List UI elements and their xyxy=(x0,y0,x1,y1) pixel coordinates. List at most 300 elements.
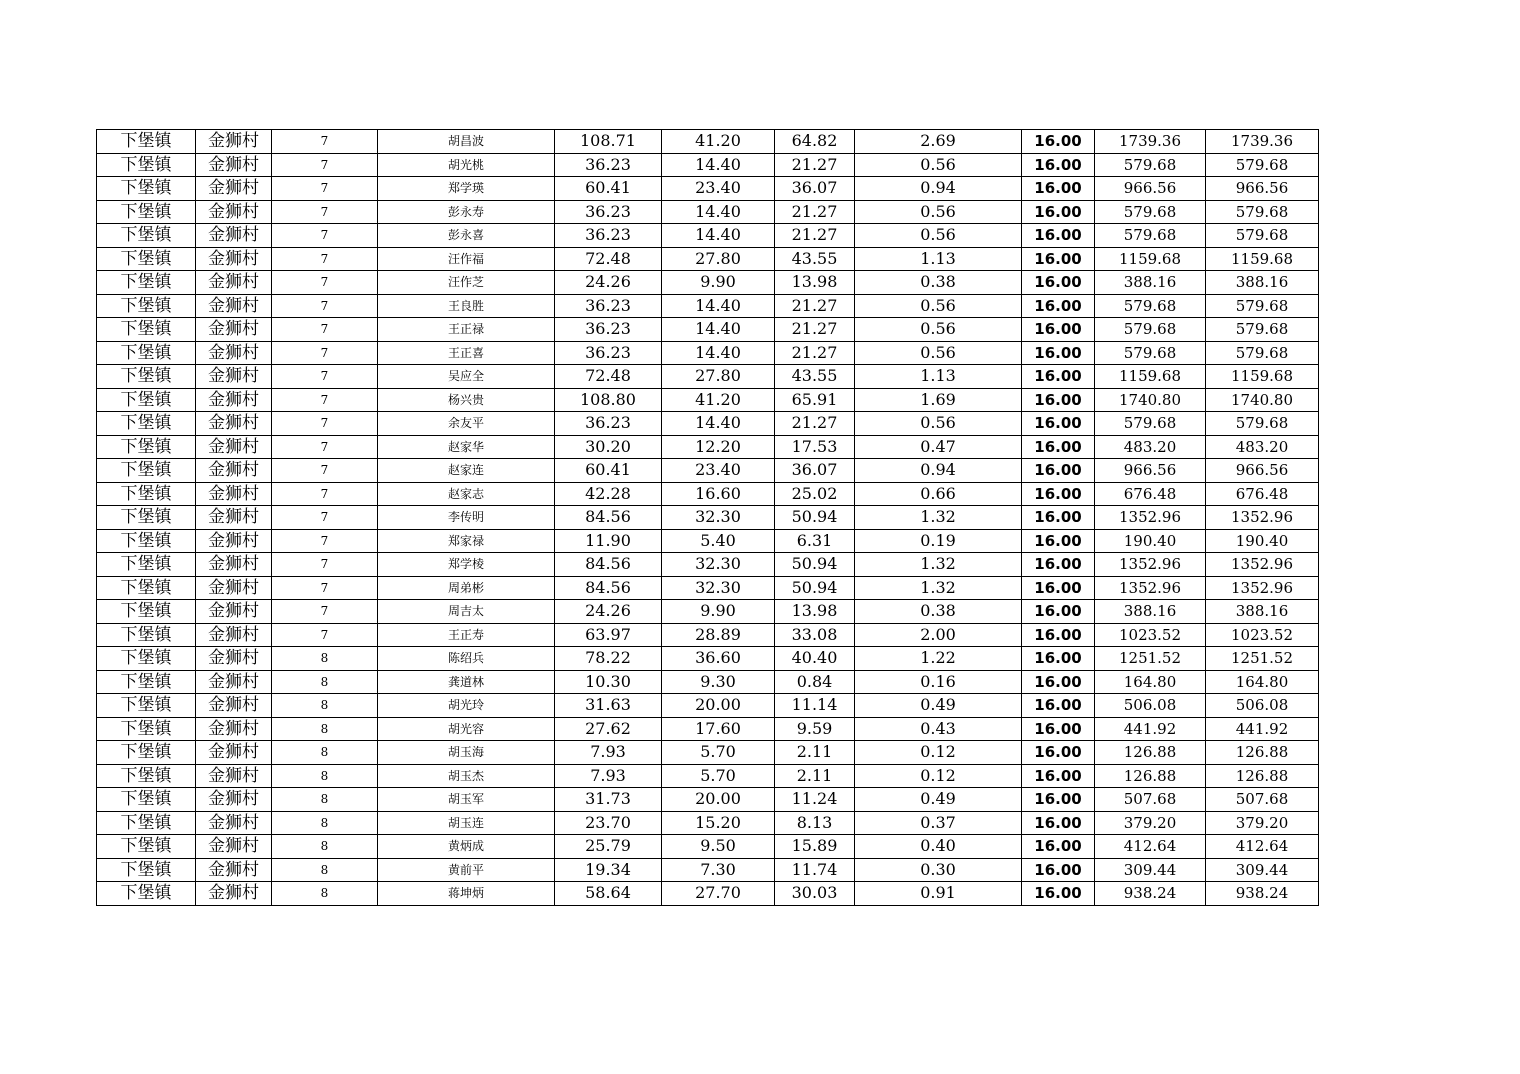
table-row xyxy=(97,200,1319,224)
town-cell: 下堡镇 xyxy=(97,529,196,553)
value-b-cell: 36.07 xyxy=(775,459,855,483)
value-b-cell: 40.40 xyxy=(775,647,855,671)
table-row xyxy=(97,506,1319,530)
value-a-cell: 9.90 xyxy=(662,600,775,624)
value-c-cell: 0.43 xyxy=(855,717,1022,741)
amount-cell: 379.20 xyxy=(1095,811,1206,835)
value-c-cell: 1.22 xyxy=(855,647,1022,671)
value-b-cell: 0.84 xyxy=(775,670,855,694)
area-cell: 84.56 xyxy=(555,506,662,530)
value-b-cell: 21.27 xyxy=(775,318,855,342)
value-a-cell: 20.00 xyxy=(662,788,775,812)
town-cell: 下堡镇 xyxy=(97,318,196,342)
amount-cell: 164.80 xyxy=(1095,670,1206,694)
village-cell: 金狮村 xyxy=(196,435,272,459)
area-cell: 72.48 xyxy=(555,365,662,389)
value-a-cell: 14.40 xyxy=(662,153,775,177)
rate-cell: 16.00 xyxy=(1022,294,1095,318)
table-row xyxy=(97,412,1319,436)
value-a-cell: 7.30 xyxy=(662,858,775,882)
rate-cell: 16.00 xyxy=(1022,576,1095,600)
amount-cell: 1251.52 xyxy=(1095,647,1206,671)
name-cell: 胡光玲 xyxy=(378,694,555,718)
value-a-cell: 14.40 xyxy=(662,224,775,248)
value-a-cell: 17.60 xyxy=(662,717,775,741)
amount-cell: 388.16 xyxy=(1095,271,1206,295)
value-c-cell: 0.56 xyxy=(855,294,1022,318)
village-cell: 金狮村 xyxy=(196,764,272,788)
town-cell: 下堡镇 xyxy=(97,247,196,271)
village-cell: 金狮村 xyxy=(196,365,272,389)
town-cell: 下堡镇 xyxy=(97,882,196,906)
name-cell: 郑学瑛 xyxy=(378,177,555,201)
name-cell: 赵家华 xyxy=(378,435,555,459)
table-row xyxy=(97,247,1319,271)
town-cell: 下堡镇 xyxy=(97,224,196,248)
area-cell: 60.41 xyxy=(555,459,662,483)
value-c-cell: 0.40 xyxy=(855,835,1022,859)
village-cell: 金狮村 xyxy=(196,459,272,483)
amount-cell: 126.88 xyxy=(1095,764,1206,788)
value-b-cell: 21.27 xyxy=(775,412,855,436)
value-a-cell: 5.70 xyxy=(662,741,775,765)
area-cell: 58.64 xyxy=(555,882,662,906)
value-c-cell: 0.12 xyxy=(855,764,1022,788)
value-b-cell: 11.14 xyxy=(775,694,855,718)
value-c-cell: 0.66 xyxy=(855,482,1022,506)
value-a-cell: 16.60 xyxy=(662,482,775,506)
value-c-cell: 0.38 xyxy=(855,600,1022,624)
value-c-cell: 0.38 xyxy=(855,271,1022,295)
value-a-cell: 9.30 xyxy=(662,670,775,694)
area-cell: 60.41 xyxy=(555,177,662,201)
group-cell: 8 xyxy=(272,764,378,788)
value-c-cell: 0.49 xyxy=(855,788,1022,812)
town-cell: 下堡镇 xyxy=(97,153,196,177)
table-row xyxy=(97,788,1319,812)
group-cell: 7 xyxy=(272,506,378,530)
value-a-cell: 9.50 xyxy=(662,835,775,859)
value-c-cell: 0.56 xyxy=(855,318,1022,342)
amount-cell: 126.88 xyxy=(1095,741,1206,765)
group-cell: 7 xyxy=(272,623,378,647)
name-cell: 彭永喜 xyxy=(378,224,555,248)
area-cell: 25.79 xyxy=(555,835,662,859)
value-a-cell: 36.60 xyxy=(662,647,775,671)
value-a-cell: 23.40 xyxy=(662,177,775,201)
total-cell: 190.40 xyxy=(1206,529,1319,553)
town-cell: 下堡镇 xyxy=(97,788,196,812)
total-cell: 579.68 xyxy=(1206,412,1319,436)
village-cell: 金狮村 xyxy=(196,717,272,741)
town-cell: 下堡镇 xyxy=(97,600,196,624)
value-b-cell: 21.27 xyxy=(775,341,855,365)
amount-cell: 966.56 xyxy=(1095,177,1206,201)
village-cell: 金狮村 xyxy=(196,294,272,318)
area-cell: 24.26 xyxy=(555,271,662,295)
village-cell: 金狮村 xyxy=(196,576,272,600)
amount-cell: 1740.80 xyxy=(1095,388,1206,412)
group-cell: 7 xyxy=(272,412,378,436)
town-cell: 下堡镇 xyxy=(97,435,196,459)
town-cell: 下堡镇 xyxy=(97,388,196,412)
name-cell: 汪作福 xyxy=(378,247,555,271)
table-row xyxy=(97,459,1319,483)
total-cell: 388.16 xyxy=(1206,271,1319,295)
village-cell: 金狮村 xyxy=(196,623,272,647)
rate-cell: 16.00 xyxy=(1022,835,1095,859)
amount-cell: 1159.68 xyxy=(1095,247,1206,271)
area-cell: 27.62 xyxy=(555,717,662,741)
value-a-cell: 20.00 xyxy=(662,694,775,718)
village-cell: 金狮村 xyxy=(196,811,272,835)
value-a-cell: 27.80 xyxy=(662,247,775,271)
group-cell: 7 xyxy=(272,388,378,412)
amount-cell: 1023.52 xyxy=(1095,623,1206,647)
name-cell: 赵家志 xyxy=(378,482,555,506)
amount-cell: 388.16 xyxy=(1095,600,1206,624)
amount-cell: 1352.96 xyxy=(1095,506,1206,530)
value-c-cell: 0.94 xyxy=(855,459,1022,483)
table-row xyxy=(97,482,1319,506)
value-c-cell: 1.69 xyxy=(855,388,1022,412)
value-b-cell: 11.24 xyxy=(775,788,855,812)
village-cell: 金狮村 xyxy=(196,600,272,624)
name-cell: 胡昌波 xyxy=(378,130,555,154)
amount-cell: 676.48 xyxy=(1095,482,1206,506)
value-b-cell: 43.55 xyxy=(775,247,855,271)
town-cell: 下堡镇 xyxy=(97,365,196,389)
town-cell: 下堡镇 xyxy=(97,741,196,765)
total-cell: 1159.68 xyxy=(1206,247,1319,271)
amount-cell: 1352.96 xyxy=(1095,576,1206,600)
village-cell: 金狮村 xyxy=(196,788,272,812)
value-c-cell: 0.56 xyxy=(855,412,1022,436)
group-cell: 7 xyxy=(272,553,378,577)
total-cell: 507.68 xyxy=(1206,788,1319,812)
group-cell: 7 xyxy=(272,294,378,318)
amount-cell: 579.68 xyxy=(1095,412,1206,436)
town-cell: 下堡镇 xyxy=(97,482,196,506)
value-a-cell: 9.90 xyxy=(662,271,775,295)
rate-cell: 16.00 xyxy=(1022,435,1095,459)
village-cell: 金狮村 xyxy=(196,670,272,694)
town-cell: 下堡镇 xyxy=(97,506,196,530)
amount-cell: 483.20 xyxy=(1095,435,1206,459)
area-cell: 24.26 xyxy=(555,600,662,624)
village-cell: 金狮村 xyxy=(196,529,272,553)
value-b-cell: 50.94 xyxy=(775,576,855,600)
table-row xyxy=(97,435,1319,459)
rate-cell: 16.00 xyxy=(1022,670,1095,694)
name-cell: 龚道林 xyxy=(378,670,555,694)
table-row xyxy=(97,670,1319,694)
area-cell: 30.20 xyxy=(555,435,662,459)
rate-cell: 16.00 xyxy=(1022,365,1095,389)
name-cell: 蒋坤炳 xyxy=(378,882,555,906)
value-b-cell: 50.94 xyxy=(775,553,855,577)
town-cell: 下堡镇 xyxy=(97,717,196,741)
total-cell: 579.68 xyxy=(1206,341,1319,365)
value-c-cell: 1.13 xyxy=(855,247,1022,271)
town-cell: 下堡镇 xyxy=(97,623,196,647)
area-cell: 36.23 xyxy=(555,224,662,248)
table-row xyxy=(97,388,1319,412)
group-cell: 8 xyxy=(272,811,378,835)
name-cell: 郑学棱 xyxy=(378,553,555,577)
area-cell: 31.73 xyxy=(555,788,662,812)
name-cell: 胡光容 xyxy=(378,717,555,741)
town-cell: 下堡镇 xyxy=(97,647,196,671)
value-a-cell: 15.20 xyxy=(662,811,775,835)
area-cell: 108.80 xyxy=(555,388,662,412)
value-b-cell: 36.07 xyxy=(775,177,855,201)
value-c-cell: 0.56 xyxy=(855,341,1022,365)
village-cell: 金狮村 xyxy=(196,553,272,577)
rate-cell: 16.00 xyxy=(1022,412,1095,436)
value-c-cell: 0.94 xyxy=(855,177,1022,201)
total-cell: 412.64 xyxy=(1206,835,1319,859)
area-cell: 84.56 xyxy=(555,553,662,577)
table-row xyxy=(97,717,1319,741)
table-row xyxy=(97,882,1319,906)
value-a-cell: 14.40 xyxy=(662,318,775,342)
town-cell: 下堡镇 xyxy=(97,811,196,835)
name-cell: 胡光桃 xyxy=(378,153,555,177)
area-cell: 7.93 xyxy=(555,741,662,765)
table-row xyxy=(97,741,1319,765)
amount-cell: 579.68 xyxy=(1095,153,1206,177)
rate-cell: 16.00 xyxy=(1022,200,1095,224)
group-cell: 7 xyxy=(272,529,378,553)
rate-cell: 16.00 xyxy=(1022,130,1095,154)
value-a-cell: 14.40 xyxy=(662,412,775,436)
town-cell: 下堡镇 xyxy=(97,177,196,201)
total-cell: 1352.96 xyxy=(1206,576,1319,600)
value-b-cell: 30.03 xyxy=(775,882,855,906)
table-row xyxy=(97,764,1319,788)
table-row xyxy=(97,153,1319,177)
village-cell: 金狮村 xyxy=(196,412,272,436)
group-cell: 7 xyxy=(272,600,378,624)
data-table xyxy=(96,129,1319,906)
amount-cell: 309.44 xyxy=(1095,858,1206,882)
table-row xyxy=(97,553,1319,577)
area-cell: 36.23 xyxy=(555,341,662,365)
value-b-cell: 13.98 xyxy=(775,600,855,624)
value-a-cell: 14.40 xyxy=(662,200,775,224)
amount-cell: 1739.36 xyxy=(1095,130,1206,154)
name-cell: 赵家连 xyxy=(378,459,555,483)
village-cell: 金狮村 xyxy=(196,882,272,906)
value-a-cell: 14.40 xyxy=(662,294,775,318)
total-cell: 579.68 xyxy=(1206,224,1319,248)
group-cell: 7 xyxy=(272,200,378,224)
town-cell: 下堡镇 xyxy=(97,764,196,788)
total-cell: 579.68 xyxy=(1206,200,1319,224)
amount-cell: 506.08 xyxy=(1095,694,1206,718)
amount-cell: 507.68 xyxy=(1095,788,1206,812)
village-cell: 金狮村 xyxy=(196,647,272,671)
total-cell: 441.92 xyxy=(1206,717,1319,741)
rate-cell: 16.00 xyxy=(1022,788,1095,812)
value-b-cell: 2.11 xyxy=(775,764,855,788)
area-cell: 42.28 xyxy=(555,482,662,506)
group-cell: 8 xyxy=(272,788,378,812)
value-c-cell: 0.91 xyxy=(855,882,1022,906)
village-cell: 金狮村 xyxy=(196,177,272,201)
total-cell: 506.08 xyxy=(1206,694,1319,718)
area-cell: 36.23 xyxy=(555,153,662,177)
name-cell: 余友平 xyxy=(378,412,555,436)
group-cell: 7 xyxy=(272,271,378,295)
village-cell: 金狮村 xyxy=(196,271,272,295)
table-row xyxy=(97,835,1319,859)
table-row xyxy=(97,858,1319,882)
group-cell: 7 xyxy=(272,177,378,201)
value-a-cell: 28.89 xyxy=(662,623,775,647)
town-cell: 下堡镇 xyxy=(97,271,196,295)
area-cell: 36.23 xyxy=(555,318,662,342)
table-row xyxy=(97,318,1319,342)
amount-cell: 412.64 xyxy=(1095,835,1206,859)
value-b-cell: 17.53 xyxy=(775,435,855,459)
town-cell: 下堡镇 xyxy=(97,341,196,365)
town-cell: 下堡镇 xyxy=(97,459,196,483)
rate-cell: 16.00 xyxy=(1022,341,1095,365)
total-cell: 1739.36 xyxy=(1206,130,1319,154)
value-a-cell: 32.30 xyxy=(662,553,775,577)
value-b-cell: 6.31 xyxy=(775,529,855,553)
total-cell: 379.20 xyxy=(1206,811,1319,835)
name-cell: 王正寿 xyxy=(378,623,555,647)
area-cell: 7.93 xyxy=(555,764,662,788)
village-cell: 金狮村 xyxy=(196,858,272,882)
group-cell: 7 xyxy=(272,576,378,600)
village-cell: 金狮村 xyxy=(196,247,272,271)
group-cell: 8 xyxy=(272,858,378,882)
group-cell: 7 xyxy=(272,318,378,342)
name-cell: 胡玉连 xyxy=(378,811,555,835)
amount-cell: 579.68 xyxy=(1095,200,1206,224)
value-b-cell: 21.27 xyxy=(775,294,855,318)
value-b-cell: 13.98 xyxy=(775,271,855,295)
town-cell: 下堡镇 xyxy=(97,412,196,436)
total-cell: 579.68 xyxy=(1206,294,1319,318)
value-b-cell: 2.11 xyxy=(775,741,855,765)
table-row xyxy=(97,177,1319,201)
amount-cell: 1159.68 xyxy=(1095,365,1206,389)
rate-cell: 16.00 xyxy=(1022,459,1095,483)
value-b-cell: 65.91 xyxy=(775,388,855,412)
name-cell: 黄炳成 xyxy=(378,835,555,859)
table-row xyxy=(97,130,1319,154)
value-c-cell: 2.00 xyxy=(855,623,1022,647)
table-body xyxy=(97,130,1319,906)
name-cell: 黄前平 xyxy=(378,858,555,882)
area-cell: 36.23 xyxy=(555,412,662,436)
total-cell: 388.16 xyxy=(1206,600,1319,624)
rate-cell: 16.00 xyxy=(1022,717,1095,741)
amount-cell: 579.68 xyxy=(1095,224,1206,248)
value-a-cell: 41.20 xyxy=(662,130,775,154)
value-b-cell: 8.13 xyxy=(775,811,855,835)
value-a-cell: 27.80 xyxy=(662,365,775,389)
table-row xyxy=(97,600,1319,624)
total-cell: 1159.68 xyxy=(1206,365,1319,389)
area-cell: 78.22 xyxy=(555,647,662,671)
value-a-cell: 12.20 xyxy=(662,435,775,459)
value-c-cell: 0.12 xyxy=(855,741,1022,765)
group-cell: 7 xyxy=(272,224,378,248)
area-cell: 63.97 xyxy=(555,623,662,647)
group-cell: 8 xyxy=(272,647,378,671)
value-c-cell: 0.19 xyxy=(855,529,1022,553)
name-cell: 郑家禄 xyxy=(378,529,555,553)
group-cell: 7 xyxy=(272,341,378,365)
name-cell: 王良胜 xyxy=(378,294,555,318)
table-row xyxy=(97,623,1319,647)
value-a-cell: 23.40 xyxy=(662,459,775,483)
amount-cell: 966.56 xyxy=(1095,459,1206,483)
value-b-cell: 64.82 xyxy=(775,130,855,154)
value-b-cell: 15.89 xyxy=(775,835,855,859)
name-cell: 李传明 xyxy=(378,506,555,530)
amount-cell: 190.40 xyxy=(1095,529,1206,553)
total-cell: 126.88 xyxy=(1206,764,1319,788)
rate-cell: 16.00 xyxy=(1022,623,1095,647)
group-cell: 8 xyxy=(272,717,378,741)
amount-cell: 579.68 xyxy=(1095,294,1206,318)
area-cell: 84.56 xyxy=(555,576,662,600)
value-b-cell: 21.27 xyxy=(775,224,855,248)
table-row xyxy=(97,341,1319,365)
rate-cell: 16.00 xyxy=(1022,482,1095,506)
value-c-cell: 0.56 xyxy=(855,224,1022,248)
name-cell: 周吉太 xyxy=(378,600,555,624)
rate-cell: 16.00 xyxy=(1022,694,1095,718)
group-cell: 7 xyxy=(272,247,378,271)
rate-cell: 16.00 xyxy=(1022,858,1095,882)
town-cell: 下堡镇 xyxy=(97,553,196,577)
amount-cell: 579.68 xyxy=(1095,318,1206,342)
total-cell: 966.56 xyxy=(1206,459,1319,483)
total-cell: 1352.96 xyxy=(1206,506,1319,530)
table-row xyxy=(97,529,1319,553)
name-cell: 王正喜 xyxy=(378,341,555,365)
rate-cell: 16.00 xyxy=(1022,600,1095,624)
total-cell: 309.44 xyxy=(1206,858,1319,882)
total-cell: 164.80 xyxy=(1206,670,1319,694)
value-c-cell: 1.13 xyxy=(855,365,1022,389)
rate-cell: 16.00 xyxy=(1022,811,1095,835)
rate-cell: 16.00 xyxy=(1022,741,1095,765)
table-row xyxy=(97,576,1319,600)
rate-cell: 16.00 xyxy=(1022,529,1095,553)
value-c-cell: 2.69 xyxy=(855,130,1022,154)
total-cell: 579.68 xyxy=(1206,318,1319,342)
village-cell: 金狮村 xyxy=(196,224,272,248)
group-cell: 7 xyxy=(272,459,378,483)
group-cell: 8 xyxy=(272,882,378,906)
value-a-cell: 32.30 xyxy=(662,506,775,530)
value-c-cell: 0.56 xyxy=(855,153,1022,177)
group-cell: 7 xyxy=(272,365,378,389)
table-row xyxy=(97,647,1319,671)
group-cell: 8 xyxy=(272,694,378,718)
rate-cell: 16.00 xyxy=(1022,271,1095,295)
rate-cell: 16.00 xyxy=(1022,224,1095,248)
